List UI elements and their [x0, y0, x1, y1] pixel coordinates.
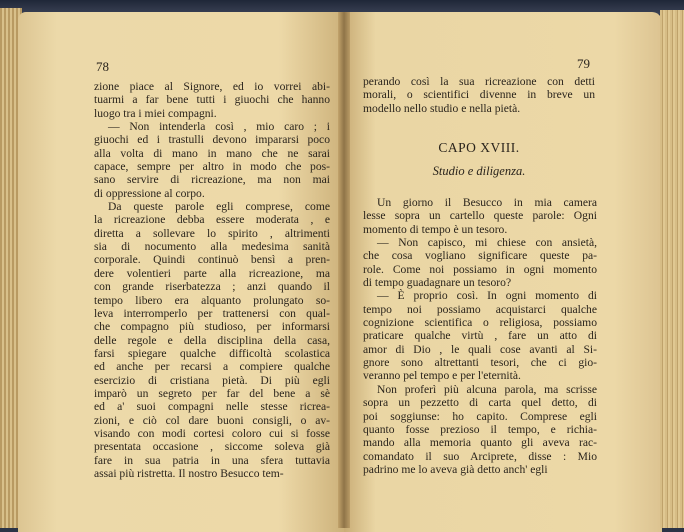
text-line: di tempo guadagnare un tesoro?	[363, 276, 512, 290]
text-line: comandato il suo Arciprete, disse : Mio	[363, 449, 597, 463]
text-line: luogo tra i miei compagni.	[94, 106, 217, 120]
chapter-title: CAPO XVIII.	[438, 140, 520, 155]
text-line: praticare qualche virtù , fare un atto di	[363, 329, 597, 343]
chapter-subtitle: Studio e diligenza.	[432, 164, 526, 178]
text-line: zioni, e ciò col dare buoni consigli, o av-	[94, 413, 330, 427]
text-line: Un giorno il Besucco in mia camera	[377, 196, 597, 209]
text-line: — Non intenderla così , mio caro ; i	[108, 120, 330, 134]
text-line: — Non capisco, mi chiese con ansietà,	[377, 236, 597, 250]
page-number-left: 78	[96, 59, 109, 74]
text-line: che cosa vogliano significare queste pa-	[363, 249, 597, 263]
text-line: fare in sua patria in una sfera tuttavia	[94, 453, 330, 467]
text-line: ed a' suoi compagni nelle stesse ricrea-	[94, 400, 330, 414]
text-line: la ricreazione debba essere moderata , e	[94, 213, 330, 227]
text-line: tempo libero era alquanto prolungato so-	[94, 293, 330, 307]
text-line: ed anche per recarsi a compiere qualche	[94, 360, 330, 374]
text-line: assai più ristretta. Il nostro Besucco tem-	[94, 466, 284, 480]
text-line: capace, sempre per altro in modo che pos-	[94, 160, 330, 174]
text-line: delle regole e della disciplina della casa,	[94, 333, 330, 347]
text-line: Non proferì più alcuna parola, ma scrisse	[377, 382, 597, 396]
text-line: tuarmi a far bene tutti i giuochi che hanno	[94, 93, 330, 107]
text-line: con grande riserbatezza ; anzi quando il	[94, 280, 330, 294]
book-gutter	[338, 12, 350, 528]
text-line: visando con modi cortesi coloro cui si fosse	[94, 426, 330, 440]
text-line: morali, o scientifici divenne in breve un	[363, 88, 595, 102]
text-line: leva interromperlo per trattenersi con qual-	[94, 306, 330, 320]
text-line: role. Come noi possiamo in ogni momento	[363, 262, 597, 276]
text-line: corporale. Quindi continuò bensì a pren-	[94, 253, 330, 267]
text-line: amor di Dio , le quali cose avanti al Si-	[363, 342, 597, 356]
text-line: quanto fosse prezioso il tempo, e richia-	[363, 422, 597, 436]
text-line: poi soggiunse: ho capito. Comprese egli	[363, 409, 597, 423]
text-line: — È proprio così. In ogni momento di	[377, 289, 597, 303]
text-line: sopra un pezzetto di carta quel detto, di	[363, 396, 597, 410]
text-line: sia di nocumento alla medesima sanità	[94, 240, 330, 254]
text-line: zione piace al Signore, ed io vorrei abi-	[94, 80, 330, 93]
text-line: mando alla memoria quanto gli aveva rac-	[363, 436, 597, 450]
text-line: giuochi ed i trastulli devono impararsi poco	[94, 133, 330, 147]
text-line: di oppressione al corpo.	[94, 186, 205, 200]
text-line: Da queste parole egli comprese, come	[108, 200, 330, 214]
text-line: dere volentieri parte alla ricreazione, ma	[94, 266, 330, 280]
text-line: lesse sopra un cartello queste parole: Ogni	[363, 209, 597, 223]
right-page-text-top	[363, 75, 595, 115]
text-line: diretta a sollevare lo spirito , altrimenti	[94, 226, 330, 240]
text-line: modello nello studio e nella pietà.	[363, 101, 521, 115]
text-line: perando così la sua ricreazione con detti	[363, 75, 595, 88]
text-line: cognizione scientifica o religiosa, possiamo	[363, 316, 597, 330]
text-line: tempo noi possiamo acquistarci qualche	[363, 302, 597, 316]
text-line: alla volta di mano in mano che ne sarai	[94, 146, 330, 160]
text-line: imparò un segreto per far del bene a sè	[94, 386, 330, 400]
page-edges-right	[660, 10, 684, 528]
text-line: che compagno più studioso, per informarsi	[94, 320, 330, 334]
text-line: padrino me lo aveva già detto anch' egli	[363, 462, 548, 476]
text-line: momento di tempo è un tesoro.	[363, 222, 508, 236]
text-line: esercizio di cristiana pietà. Di più egli	[94, 373, 330, 387]
text-line: gnore sono altrettanti tesori, che ci gio-	[363, 356, 597, 370]
right-page-text-body	[363, 196, 597, 476]
text-line: sano servire di ricreazione, ma non mai	[94, 173, 330, 187]
text-line: presentata occasione , siccome soleva già	[94, 440, 330, 454]
page-number-right: 79	[577, 56, 590, 71]
text-line: veranno pel tempo e per l'eternità.	[363, 369, 521, 383]
text-line: farsi spiegare qualche difficoltà scolastica	[94, 346, 330, 360]
left-page-text	[94, 80, 330, 480]
